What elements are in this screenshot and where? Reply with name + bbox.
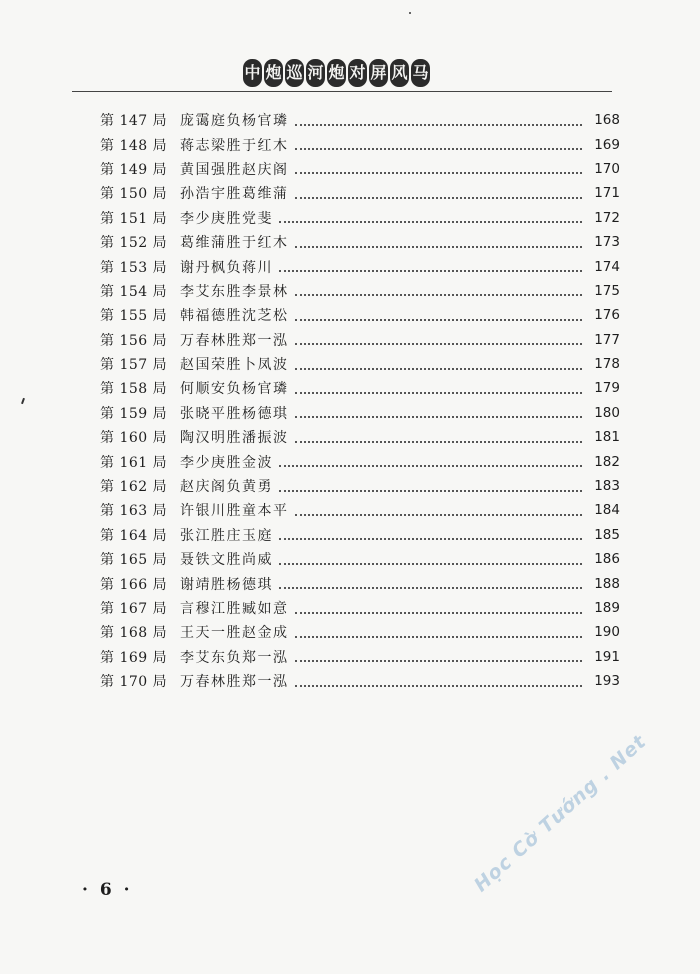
dot-leader — [295, 611, 583, 614]
dot-leader — [295, 659, 583, 662]
game-title: 何顺安负杨官璘 — [180, 381, 289, 398]
game-number: 第 157 局 — [100, 357, 168, 374]
page-number: 188 — [594, 575, 620, 592]
header-rule — [72, 91, 612, 92]
game-title: 蒋志梁胜于红木 — [180, 137, 289, 154]
dot-leader — [295, 415, 583, 418]
dot-leader — [295, 293, 583, 296]
game-number: 第 166 局 — [100, 576, 168, 593]
page-number: 172 — [594, 209, 620, 226]
game-number: 第 154 局 — [100, 283, 168, 300]
dot-leader — [295, 684, 583, 687]
game-title: 王天一胜赵金成 — [180, 625, 289, 642]
page-number: 168 — [594, 112, 620, 129]
game-title: 张晓平胜杨德琪 — [180, 405, 289, 422]
game-title: 李少庚胜金波 — [180, 454, 273, 471]
game-title: 韩福德胜沈芝松 — [180, 308, 289, 325]
game-title: 万春林胜郑一泓 — [180, 674, 289, 691]
toc-entry — [100, 206, 620, 230]
toc-entry — [100, 523, 620, 547]
toc-entry — [100, 157, 620, 181]
game-title: 张江胜庄玉庭 — [180, 527, 273, 544]
game-number: 第 167 局 — [100, 601, 168, 617]
page-number: 180 — [594, 404, 620, 421]
toc-entry — [100, 401, 620, 425]
title-char: 对 — [348, 59, 367, 87]
dot-leader — [279, 220, 582, 223]
game-title: 谢靖胜杨德琪 — [180, 576, 273, 593]
toc-entry — [100, 498, 620, 522]
dot-leader — [295, 391, 583, 394]
page-number: 175 — [594, 282, 620, 299]
page-number: 183 — [594, 478, 620, 495]
dot-leader — [295, 123, 583, 126]
game-number: 第 160 局 — [100, 430, 168, 447]
game-number: 第 168 局 — [100, 625, 168, 642]
toc-entry — [100, 254, 620, 278]
game-title: 聂铁文胜尚威 — [180, 552, 273, 569]
dot-leader — [295, 318, 583, 321]
game-number: 第 156 局 — [100, 332, 168, 349]
title-char: 巡 — [285, 59, 304, 87]
game-number: 第 163 局 — [100, 503, 168, 520]
toc-entry — [100, 669, 620, 693]
page-number: 176 — [594, 307, 620, 324]
game-title: 葛维蒲胜于红木 — [180, 235, 289, 252]
dot-leader — [295, 635, 583, 638]
dot-leader — [279, 586, 582, 589]
game-title: 孙浩宇胜葛维蒲 — [180, 186, 289, 203]
toc-entry — [100, 571, 620, 595]
page-number: 173 — [594, 234, 620, 251]
game-number: 第 169 局 — [100, 649, 168, 666]
game-title: 赵国荣胜卜凤波 — [180, 357, 289, 374]
page-number: 191 — [594, 648, 620, 665]
page-number: 179 — [594, 380, 620, 397]
game-number: 第 164 局 — [100, 527, 168, 544]
toc-entry — [100, 328, 620, 352]
dot-leader — [279, 464, 582, 467]
toc-entry — [100, 132, 620, 156]
toc-entry — [100, 303, 620, 327]
dot-leader — [295, 342, 583, 345]
title-char: 炮 — [327, 59, 346, 87]
game-number: 第 158 局 — [100, 381, 168, 398]
game-number: 第 152 局 — [100, 235, 168, 252]
dot-leader — [295, 513, 583, 516]
page-number: 177 — [594, 331, 620, 348]
toc-entry — [100, 449, 620, 473]
game-number: 第 165 局 — [100, 552, 168, 569]
dot-leader — [279, 537, 582, 540]
dot-leader — [295, 147, 583, 150]
toc-entry — [100, 645, 620, 669]
game-title: 李少庚胜党斐 — [180, 210, 273, 227]
toc-entry — [100, 376, 620, 400]
game-number: 第 149 局 — [100, 161, 168, 178]
dot-leader — [295, 171, 583, 174]
stray-mark — [21, 398, 25, 404]
dot-leader — [279, 269, 582, 272]
game-number: 第 159 局 — [100, 405, 168, 422]
title-char: 中 — [243, 59, 262, 87]
game-number: 第 162 局 — [100, 479, 168, 496]
game-title: 谢丹枫负蒋川 — [180, 259, 273, 276]
title-char: 马 — [411, 59, 430, 87]
dot-leader — [295, 245, 583, 248]
dot-leader — [295, 367, 583, 370]
game-title: 许银川胜童本平 — [180, 503, 289, 520]
game-number: 第 153 局 — [100, 259, 168, 276]
title-char: 风 — [390, 59, 409, 87]
title-char: 炮 — [264, 59, 283, 87]
game-title: 赵庆阁负黄勇 — [180, 479, 273, 496]
toc-entry — [100, 352, 620, 376]
watermark-text: Học Cờ Tướng . Net — [470, 730, 651, 897]
game-title: 万春林胜郑一泓 — [180, 332, 289, 349]
game-title: 李艾东胜李景林 — [180, 283, 289, 300]
game-number: 第 155 局 — [100, 308, 168, 325]
dot-leader — [279, 562, 582, 565]
page-number: 184 — [594, 502, 620, 519]
title-char: 河 — [306, 59, 325, 87]
toc-entry — [100, 279, 620, 303]
game-number: 第 147 局 — [100, 113, 168, 130]
toc-entry — [100, 474, 620, 498]
game-title: 黄国强胜赵庆阁 — [180, 161, 289, 178]
game-title: 言穆江胜臧如意 — [180, 601, 289, 617]
book-title-banner — [243, 58, 430, 88]
page-number: 174 — [594, 258, 620, 275]
toc-entry — [100, 425, 620, 449]
table-of-contents — [100, 108, 620, 693]
paper-speck — [409, 12, 411, 14]
page-number: 182 — [594, 453, 620, 470]
toc-entry — [100, 620, 620, 644]
game-number: 第 150 局 — [100, 186, 168, 203]
page-number: 170 — [594, 160, 620, 177]
toc-entry — [100, 596, 620, 620]
page-number: 185 — [594, 526, 620, 543]
game-number: 第 161 局 — [100, 454, 168, 471]
page-number: 190 — [594, 624, 620, 641]
toc-entry — [100, 181, 620, 205]
page-number: 186 — [594, 551, 620, 568]
game-number: 第 151 局 — [100, 210, 168, 227]
running-header — [0, 58, 700, 92]
title-char: 屏 — [369, 59, 388, 87]
page-number: 169 — [594, 136, 620, 153]
dot-leader — [295, 196, 583, 199]
game-number: 第 148 局 — [100, 137, 168, 154]
game-title: 李艾东负郑一泓 — [180, 649, 289, 666]
dot-leader — [295, 440, 583, 443]
page-number: 181 — [594, 429, 620, 446]
game-number: 第 170 局 — [100, 674, 168, 691]
page-number: 193 — [594, 673, 620, 690]
toc-entry — [100, 547, 620, 571]
game-title: 陶汉明胜潘振波 — [180, 430, 289, 447]
page-folio: · 6 · — [82, 880, 133, 900]
game-title: 庞霭庭负杨官璘 — [180, 113, 289, 130]
dot-leader — [279, 489, 582, 492]
toc-entry — [100, 230, 620, 254]
page-number: 178 — [594, 356, 620, 373]
page-number: 171 — [594, 185, 620, 202]
toc-entry — [100, 108, 620, 132]
page-number: 189 — [594, 600, 620, 616]
